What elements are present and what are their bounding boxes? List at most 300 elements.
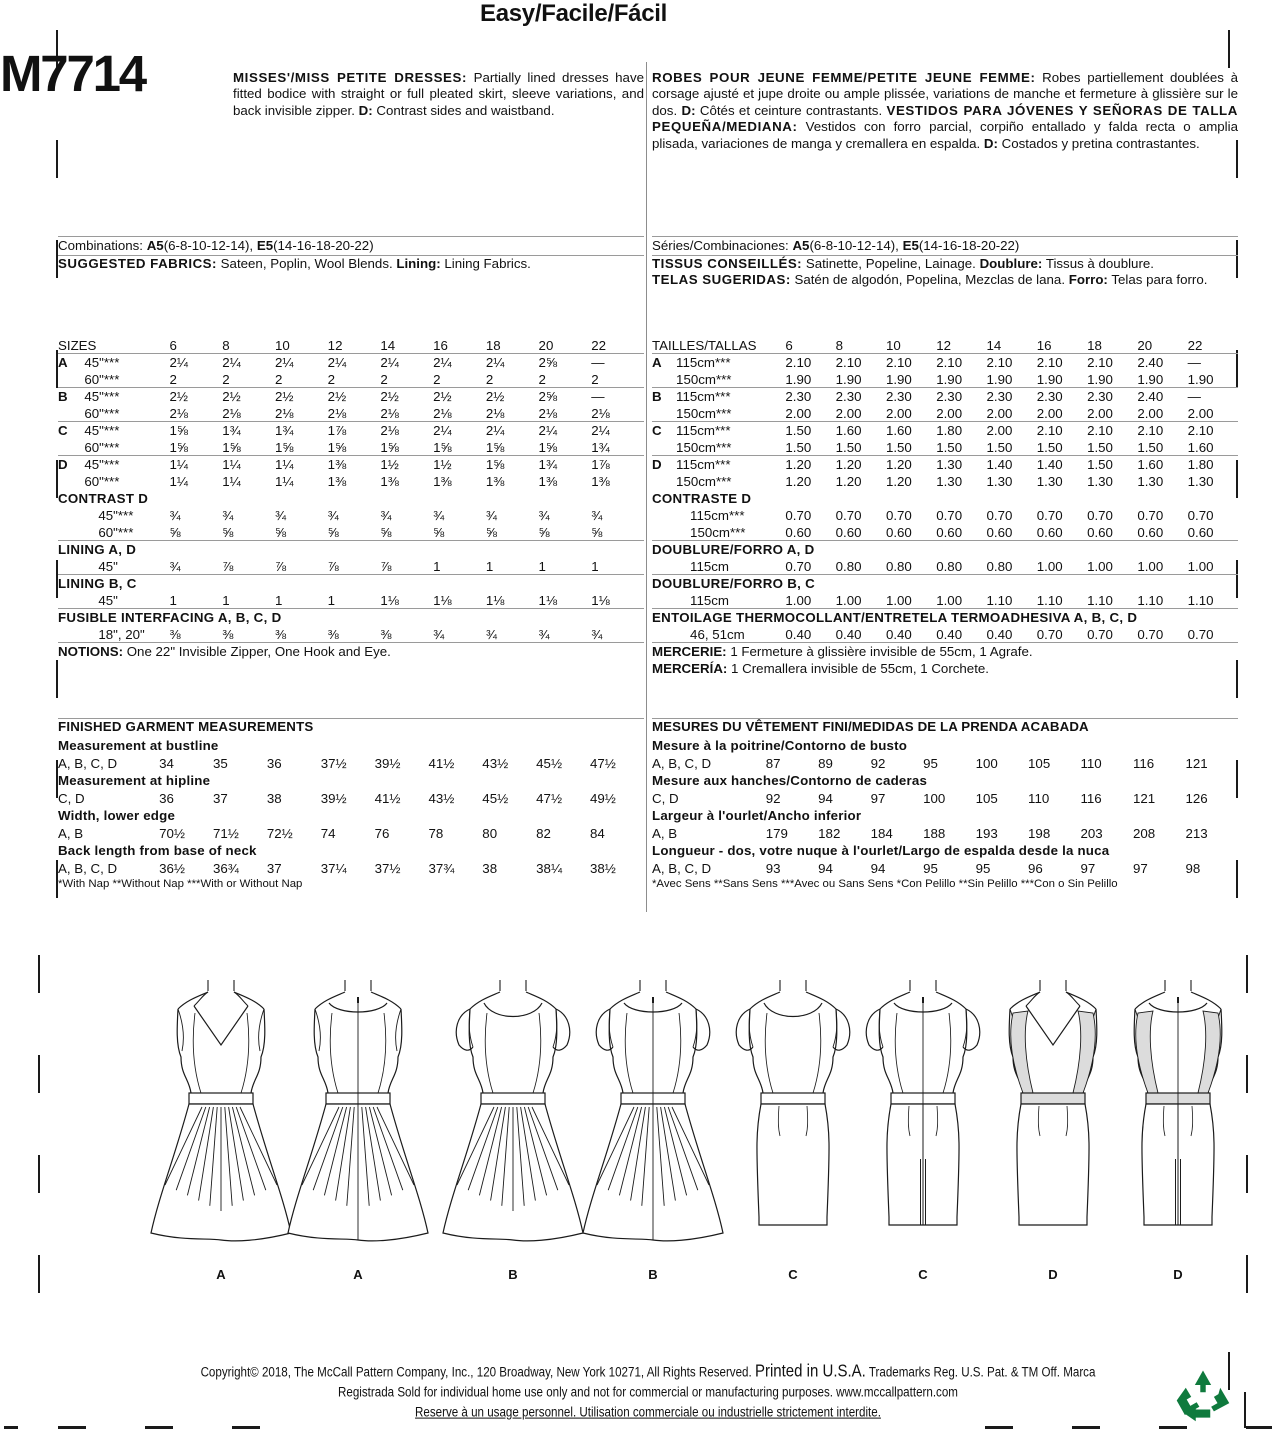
fgm-views: C, D xyxy=(652,790,679,806)
yardage-value: 1.10 xyxy=(1087,592,1113,608)
fgm-label-row xyxy=(652,806,1238,824)
fgm-value: 198 xyxy=(1028,825,1051,841)
table-row xyxy=(652,421,1238,438)
table-row xyxy=(58,370,644,387)
fgm-label: Measurement at bustline xyxy=(58,738,219,754)
yardage-value: 2.00 xyxy=(1087,405,1113,421)
yardage-value: 0.70 xyxy=(1137,508,1164,523)
fgm-value-row xyxy=(652,858,1238,876)
size-header: 16 xyxy=(1036,337,1052,353)
fgm-label: Width, lower edge xyxy=(58,808,176,824)
yardage-value: 1.20 xyxy=(886,455,936,472)
copyright-text: Copyright© 2018, The McCall Pattern Company, Inc., 120 Broadway, New York 10271, All Rights Reserved. xyxy=(200,1364,755,1381)
recycle-icon xyxy=(1174,1366,1232,1424)
footer-line-3: Reserve à un usage personnel. Utilisation commerciale ou industrielle strictement interdite. xyxy=(415,1404,881,1420)
combination-a5-sizes: (6-8-10-12-14), xyxy=(163,238,254,253)
yardage-value: 1⅜ xyxy=(327,474,347,489)
yardage-value: 2.10 xyxy=(1137,421,1187,438)
yardage-value: 1⅜ xyxy=(328,455,381,472)
fgm-value: 95 xyxy=(923,860,938,876)
size-header: 20 xyxy=(1137,337,1153,353)
combination-e5-intl: E5 xyxy=(902,238,919,253)
fgm-value: 45½ xyxy=(536,755,563,771)
table-row xyxy=(652,591,1238,608)
fabric-width: 45"*** xyxy=(84,455,169,472)
yardage-value: 2.00 xyxy=(835,405,862,421)
yardage-value: 1¾ xyxy=(275,421,328,438)
yardage-value: 0.60 xyxy=(1036,524,1063,540)
yardage-value: 2⅛ xyxy=(485,405,505,421)
description-en-view-tag: D: xyxy=(358,102,373,118)
column-divider xyxy=(646,62,647,912)
fgm-value: 47½ xyxy=(590,755,616,771)
fgm-value: 208 xyxy=(1132,825,1156,841)
group-title: DOUBLURE/FORRO B, C xyxy=(652,574,1238,591)
yardage-value: 1.00 xyxy=(1187,558,1214,574)
dress-illustration-d-back xyxy=(1103,975,1253,1282)
dress-illustration-c-back xyxy=(848,975,998,1282)
table-header-row xyxy=(652,336,1238,353)
fgm-value: 72½ xyxy=(266,825,293,841)
fgm-value: 179 xyxy=(765,825,788,841)
yardage-value: 1 xyxy=(433,558,441,574)
yardage-value: 2.30 xyxy=(936,387,986,404)
yardage-value: ¾ xyxy=(591,626,603,642)
yardage-value: ¾ xyxy=(380,508,392,523)
yardage-value: 2.10 xyxy=(1037,421,1087,438)
description-en-view-text: Contrast sides and waistband. xyxy=(372,102,555,118)
fgm-value: 36½ xyxy=(159,860,186,876)
combinations-label: Combinations: xyxy=(58,238,143,253)
yardage-value: 1.00 xyxy=(936,592,963,608)
fabric-width: 115cm*** xyxy=(676,421,785,438)
yardage-value: 1.40 xyxy=(1037,455,1087,472)
group-heading-row xyxy=(58,608,644,625)
yardage-value: 0.70 xyxy=(1137,626,1164,642)
yardage-value: ¾ xyxy=(485,508,497,523)
yardage-value: 1⅜ xyxy=(538,474,558,489)
fabrics-heading-fr: TISSUS CONSEILLÉS: xyxy=(652,255,803,271)
fgm-label: Back length from base of neck xyxy=(58,843,257,859)
table-row xyxy=(652,387,1238,404)
fgm-value: 184 xyxy=(870,825,893,841)
yardage-value: 2.30 xyxy=(886,387,936,404)
fabric-width: 115cm*** xyxy=(676,353,785,370)
yardage-value: 1.10 xyxy=(1137,592,1164,608)
yardage-value: 1.50 xyxy=(986,439,1013,455)
fgm-value: 37½ xyxy=(374,860,401,876)
yardage-value: 0.70 xyxy=(785,508,812,523)
illustration-caption: D xyxy=(1173,1267,1183,1282)
yardage-value: 2.00 xyxy=(986,405,1013,421)
sizes-label: SIZES xyxy=(58,337,97,353)
yardage-value: 2 xyxy=(485,371,494,387)
yardage-value: ¾ xyxy=(538,508,550,523)
fgm-value-row xyxy=(652,788,1238,806)
fabrics-en xyxy=(58,256,644,273)
size-header: 12 xyxy=(327,337,343,353)
table-row xyxy=(58,438,644,455)
yardage-value: 2.40 xyxy=(1137,387,1187,404)
yardage-value: ¾ xyxy=(433,626,445,642)
illustration-caption: C xyxy=(918,1267,928,1282)
group-heading-row xyxy=(652,608,1238,625)
combination-e5-sizes: (14-16-18-20-22) xyxy=(273,238,374,253)
trademark-text: Trademarks Reg. U.S. Pat. & TM Off. Marca xyxy=(865,1364,1096,1381)
yardage-value: 0.40 xyxy=(785,626,812,642)
size-header: 22 xyxy=(1187,337,1203,353)
dress-illustration-b-front xyxy=(438,975,588,1282)
table-row xyxy=(652,557,1238,574)
crop-dash xyxy=(145,1426,173,1429)
combinations-en xyxy=(58,237,644,255)
fgm-value-row xyxy=(58,858,644,876)
fabrics-fr xyxy=(652,256,1238,273)
dress-illustration-a-back xyxy=(283,975,433,1282)
yardage-value: 1.30 xyxy=(1036,474,1063,489)
illustration-caption: C xyxy=(788,1267,798,1282)
notions-row xyxy=(652,642,1238,659)
yardage-value: 1¼ xyxy=(169,474,189,489)
yardage-value: 1.20 xyxy=(885,474,912,489)
yardage-value: 1.60 xyxy=(886,421,936,438)
fgm-value: 95 xyxy=(923,755,938,771)
yardage-value: 1.50 xyxy=(1137,439,1164,455)
fabrics-value: Sateen, Poplin, Wool Blends. xyxy=(216,255,397,271)
yardage-value: 1⅝ xyxy=(538,439,558,455)
view-letter xyxy=(652,625,676,642)
yardage-value: 2⅛ xyxy=(380,421,433,438)
yardage-value: ¾ xyxy=(433,508,445,523)
yardage-value: 1.30 xyxy=(1087,474,1113,489)
fgm-value: 39½ xyxy=(374,755,401,771)
group-title: DOUBLURE/FORRO A, D xyxy=(652,540,1238,557)
fgm-value: 38 xyxy=(266,790,282,806)
view-letter xyxy=(652,370,676,387)
yardage-value: 2.00 xyxy=(1137,405,1164,421)
yardage-value: ⅝ xyxy=(222,524,234,540)
yardage-value: 0.80 xyxy=(885,558,912,574)
yardage-value: 2.00 xyxy=(885,405,912,421)
yardage-value: 1.90 xyxy=(986,371,1013,387)
yardage-value: ⅝ xyxy=(327,524,339,540)
fgm-label: Longueur - dos, votre nuque à l'ourlet/Largo de espalda desde la nuca xyxy=(652,843,1110,859)
yardage-value: 1.60 xyxy=(1137,455,1187,472)
fgm-value: 121 xyxy=(1132,790,1156,806)
yardage-value: 2.00 xyxy=(987,421,1037,438)
yardage-value: 0.70 xyxy=(1036,626,1063,642)
combinations-label-intl: Séries/Combinaciones: xyxy=(652,238,789,253)
fgm-value: 92 xyxy=(765,790,781,806)
yardage-value: 2½ xyxy=(275,387,328,404)
combination-e5: E5 xyxy=(256,238,274,253)
fgm-value: 121 xyxy=(1185,755,1208,771)
yardage-value: 2¼ xyxy=(170,353,223,370)
yardage-value: 1.90 xyxy=(1187,371,1214,387)
fgm-value: 41½ xyxy=(428,755,455,771)
yardage-value: 2.30 xyxy=(1087,387,1137,404)
table-header-row xyxy=(58,336,644,353)
fgm-value: 37 xyxy=(266,860,282,876)
fgm-label-row xyxy=(652,736,1238,754)
yardage-value: 2¼ xyxy=(328,353,381,370)
illustration-caption: B xyxy=(648,1267,658,1282)
view-letter xyxy=(58,523,84,540)
fabrics-heading: SUGGESTED FABRICS: xyxy=(58,255,217,271)
yardage-value: 0.60 xyxy=(1187,524,1214,540)
yardage-value: 2.10 xyxy=(936,353,986,370)
table-row xyxy=(58,472,644,489)
yardage-value: 2 xyxy=(591,371,599,387)
notions-es: MERCERÍA: 1 Cremallera invisible de 55cm, 1 Corchete. xyxy=(652,661,989,676)
fgm-value-row xyxy=(652,823,1238,841)
yardage-value: 2⅛ xyxy=(327,405,347,421)
yardage-value: 1.90 xyxy=(785,371,812,387)
view-letter xyxy=(652,523,676,540)
table-row xyxy=(652,625,1238,642)
group-title: FUSIBLE INTERFACING A, B, C, D xyxy=(58,608,644,625)
fgm-value-row xyxy=(58,753,644,771)
fgm-value: 45½ xyxy=(482,790,509,806)
fgm-imperial-grid xyxy=(58,736,644,876)
size-header: 14 xyxy=(380,337,396,353)
size-header: 10 xyxy=(885,337,901,353)
fgm-value: 100 xyxy=(923,790,946,806)
crop-tick xyxy=(56,140,58,178)
fgm-value: 182 xyxy=(818,825,841,841)
dress-illustration-c-front xyxy=(718,975,868,1282)
fgm-value: 110 xyxy=(1028,790,1050,806)
fgm-value: 37¾ xyxy=(428,860,455,876)
description-international xyxy=(652,70,1238,152)
yardage-value: 0.60 xyxy=(1137,524,1164,540)
yardage-value: 1¾ xyxy=(539,455,592,472)
notions-en: NOTIONS: One 22" Invisible Zipper, One Hook and Eye. xyxy=(58,642,644,659)
crop-dash xyxy=(1072,1426,1100,1429)
yardage-value: 2.30 xyxy=(987,387,1037,404)
fgm-value-row xyxy=(652,753,1238,771)
yardage-value: 0.70 xyxy=(1187,508,1214,523)
yardage-value: 1.90 xyxy=(1036,371,1063,387)
yardage-value: 2½ xyxy=(170,387,223,404)
description-es-body: Vestidos con forro parcial, corpiño entallado y falda recta o amplia plisada, variaciones de manga y cremallera en espalda. xyxy=(652,119,1238,151)
yardage-value: 1.90 xyxy=(936,371,963,387)
yardage-value: 1⅝ xyxy=(380,439,399,455)
yardage-value: 0.70 xyxy=(936,508,963,523)
table-row xyxy=(58,387,644,404)
yardage-value: 1.50 xyxy=(785,439,812,455)
combination-e5-sizes-intl: (14-16-18-20-22) xyxy=(918,238,1020,253)
yardage-value: 1.10 xyxy=(1187,592,1214,608)
view-letter xyxy=(58,370,84,387)
fgm-label-row xyxy=(58,736,644,754)
view-letter xyxy=(58,557,84,574)
yardage-value: 2⅛ xyxy=(274,405,294,421)
yardage-value: 1⅝ xyxy=(486,455,539,472)
view-letter xyxy=(58,506,84,523)
size-header: 14 xyxy=(986,337,1002,353)
size-header: 22 xyxy=(591,337,607,353)
yardage-value: 2 xyxy=(327,371,336,387)
table-row xyxy=(58,455,644,472)
combination-a5-sizes-intl: (6-8-10-12-14), xyxy=(809,238,899,253)
yardage-value: 1.90 xyxy=(1087,371,1113,387)
yardage-value: ¾ xyxy=(591,508,603,523)
fabric-width: 150cm*** xyxy=(676,474,732,489)
sizes-label: TAILLES/TALLAS xyxy=(652,337,757,353)
yardage-value: 2 xyxy=(380,371,388,387)
fabrics-heading-es: TELAS SUGERIDAS: xyxy=(652,272,791,288)
fabric-width: 60"*** xyxy=(84,371,120,387)
yardage-value: 0.80 xyxy=(936,558,963,574)
fabric-width: 45" xyxy=(98,558,118,574)
yardage-value: 1⅝ xyxy=(170,421,223,438)
description-en-title: MISSES'/MISS PETITE DRESSES: xyxy=(233,70,468,85)
yardage-value: 1¼ xyxy=(170,455,223,472)
yardage-value: 1⅝ xyxy=(222,439,241,455)
fgm-value: 193 xyxy=(975,825,998,841)
fgm-label-row xyxy=(652,841,1238,859)
yardage-value: 1⅞ xyxy=(328,421,381,438)
fgm-label-row xyxy=(58,806,644,824)
yardage-value: 1 xyxy=(591,558,599,574)
size-header: 16 xyxy=(433,337,448,353)
footer-line-2: Registrada Sold for individual home use only and not for commercial or manufacturing purposes. www.mccallpattern.com xyxy=(338,1384,958,1400)
view-letter: A xyxy=(58,353,84,370)
yardage-value: ¾ xyxy=(274,508,287,523)
yardage-value: 2.10 xyxy=(1037,353,1087,370)
yardage-value: 1⅝ xyxy=(274,439,294,455)
crop-dash xyxy=(985,1426,1013,1429)
group-heading-row xyxy=(58,574,644,591)
fgm-value: 92 xyxy=(870,755,886,771)
fgm-value: 49½ xyxy=(590,790,616,806)
crop-dash xyxy=(1159,1426,1187,1429)
yardage-value: 0.60 xyxy=(885,524,912,540)
yardage-value: 2½ xyxy=(433,387,486,404)
fgm-value: 87 xyxy=(765,755,781,771)
size-header: 10 xyxy=(274,337,290,353)
yardage-value: ⅜ xyxy=(274,626,287,642)
fgm-value: 94 xyxy=(870,860,886,876)
view-letter xyxy=(58,591,84,608)
yardage-value: 0.70 xyxy=(986,508,1013,523)
pattern-number: M7714 xyxy=(0,45,145,102)
fabric-width: 115cm xyxy=(690,592,729,608)
yardage-value: 1.40 xyxy=(987,455,1037,472)
fgm-value: 71½ xyxy=(213,825,239,841)
table-row xyxy=(58,421,644,438)
yardage-value: 1.80 xyxy=(936,421,986,438)
yardage-value: 2 xyxy=(274,371,283,387)
yardage-value: 2.10 xyxy=(886,353,936,370)
yardage-value: 2⅛ xyxy=(433,405,452,421)
yardage-value: 1¼ xyxy=(274,474,294,489)
table-row xyxy=(58,625,644,642)
yardage-value: 0.70 xyxy=(785,558,812,574)
size-header: 6 xyxy=(785,337,793,353)
view-letter xyxy=(652,591,676,608)
fgm-metric-grid xyxy=(652,736,1238,876)
yardage-value: 1.50 xyxy=(785,421,835,438)
yardage-value: 1.60 xyxy=(1187,439,1214,455)
yardage-value: 2¼ xyxy=(591,421,644,438)
yardage-value: ¾ xyxy=(485,626,497,642)
fabric-width: 45"*** xyxy=(98,508,134,523)
view-letter xyxy=(652,557,676,574)
yardage-value: 2½ xyxy=(486,387,539,404)
yardage-value: 2⅛ xyxy=(169,405,189,421)
fgm-value: 97 xyxy=(870,790,886,806)
view-letter xyxy=(58,438,84,455)
fgm-value: 35 xyxy=(213,755,228,771)
yardage-value: 0.60 xyxy=(785,524,812,540)
fgm-value: 100 xyxy=(975,755,998,771)
fabric-width: 45"*** xyxy=(84,353,169,370)
yardage-value: 0.60 xyxy=(936,524,963,540)
yardage-value: 1.20 xyxy=(836,455,886,472)
group-title: CONTRAST D xyxy=(58,491,149,506)
group-title: ENTOILAGE THERMOCOLLANT/ENTRETELA TERMOADHESIVA A, B, C, D xyxy=(652,608,1238,625)
line-drawings xyxy=(58,975,1238,1305)
yardage-value: 0.40 xyxy=(885,626,912,642)
table-row xyxy=(652,438,1238,455)
yardage-value: 1.60 xyxy=(836,421,886,438)
yardage-value: 0.70 xyxy=(1087,626,1113,642)
fgm-value-row xyxy=(58,788,644,806)
yardage-value: 1⅛ xyxy=(380,592,399,608)
yardage-value: 2.00 xyxy=(1036,405,1063,421)
yardage-value: 1¾ xyxy=(222,421,275,438)
fgm-label-row xyxy=(652,771,1238,789)
illustration-caption: A xyxy=(353,1267,363,1282)
fgm-value: 89 xyxy=(818,755,833,771)
yardage-value: — xyxy=(591,353,644,370)
yardage-value: 1¼ xyxy=(275,455,328,472)
yardage-value: ⅝ xyxy=(380,524,392,540)
yardage-value: ⅞ xyxy=(274,558,287,574)
view-letter xyxy=(652,472,676,489)
fgm-value: 126 xyxy=(1185,790,1208,806)
fgm-value: 70½ xyxy=(159,825,186,841)
group-title: LINING B, C xyxy=(58,574,644,591)
yardage-value: 1.00 xyxy=(885,592,912,608)
notions-row xyxy=(652,659,1238,676)
yardage-value: 1.90 xyxy=(835,371,862,387)
fgm-value: 47½ xyxy=(536,790,563,806)
yardage-value: ¾ xyxy=(327,508,339,523)
nap-note: *With Nap **Without Nap ***With or Without Nap xyxy=(58,877,303,890)
fgm-value: 34 xyxy=(159,755,174,771)
yardage-value: 0.80 xyxy=(835,558,862,574)
fgm-heading-metric: MESURES DU VÊTEMENT FINI/MEDIDAS DE LA PRENDA ACABADA xyxy=(652,719,1089,734)
view-letter xyxy=(58,404,84,421)
yardage-value: 1.00 xyxy=(1087,558,1113,574)
yardage-value: 2¼ xyxy=(433,421,486,438)
yardage-value: 2¼ xyxy=(486,353,539,370)
size-header: 8 xyxy=(222,337,230,353)
yardage-value: 2¼ xyxy=(222,353,275,370)
yardage-value: 2 xyxy=(222,371,230,387)
yardage-value: 1.00 xyxy=(1137,558,1164,574)
fgm-value: 203 xyxy=(1080,825,1103,841)
fgm-value: 94 xyxy=(818,790,833,806)
printed-in-usa: Printed in U.S.A. xyxy=(754,1361,866,1382)
crop-dash xyxy=(4,1426,18,1429)
yardage-value: ¾ xyxy=(222,508,234,523)
yardage-value: ⅝ xyxy=(538,524,550,540)
fabric-width: 46, 51cm xyxy=(690,626,745,642)
